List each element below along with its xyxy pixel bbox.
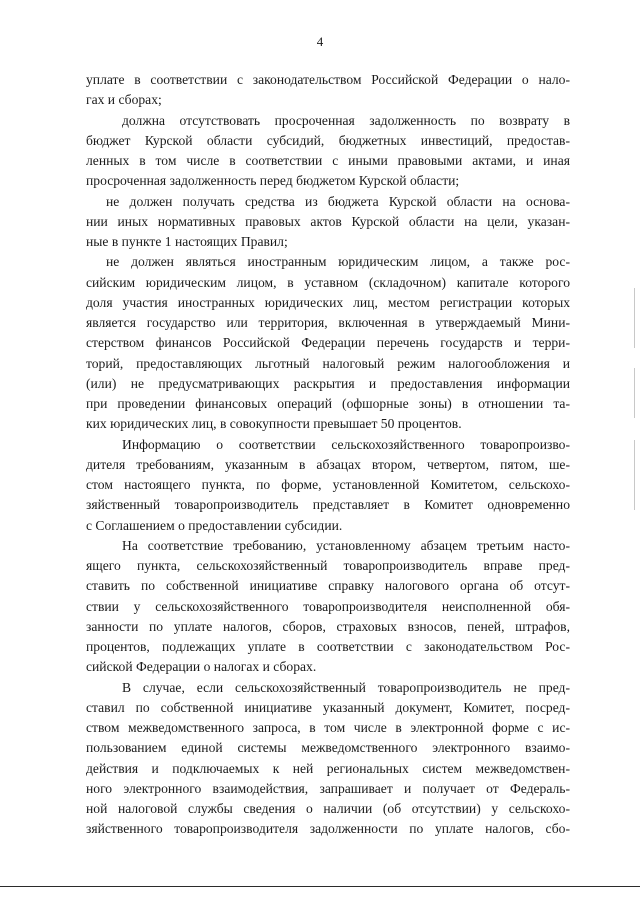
text-line: уплате в соответствии с законодательством Российской Федерации о нало-	[86, 72, 570, 87]
text-line: доля участия иностранных юридических лиц, местом регистрации которых	[86, 294, 570, 310]
text-line: Информацию о соответствии сельскохозяйственного товаропроизво-	[122, 436, 570, 452]
text-line: ством межведомственного запроса, в том числе в электронной форме с ис-	[86, 720, 570, 735]
text-line: ные в пункте 1 настоящих Правил;	[86, 234, 288, 249]
text-line: не должен являться иностранным юридическим лицом, а также рос-	[106, 254, 570, 270]
text-line: процентов, подлежащих уплате в соответствии с законодательством Рос-	[86, 639, 570, 654]
scan-edge-mark	[634, 368, 635, 418]
text-line: пользованием единой системы межведомственного электронного взаимо-	[86, 740, 570, 756]
text-line: ной налоговой службы сведения о наличии (об отсутствии) у сельскохо-	[86, 801, 570, 816]
text-line: ставил по собственной инициативе указанный документ, Комитет, посред-	[86, 699, 570, 715]
text-line: ящего пункта, сельскохозяйственный товаропроизводитель вправе пред-	[86, 558, 570, 573]
paragraph-no-overdue-debt	[86, 111, 570, 192]
text-line: стом настоящего пункта, по форме, установленной Комитетом, сельскохо-	[86, 477, 570, 492]
text-line: стерством финансов Российской Федерации перечень государств и терри-	[86, 335, 570, 351]
text-line: при проведении финансовых операций (офшорные зоны) в отношении та-	[86, 396, 570, 411]
document-body	[86, 70, 570, 840]
text-line: ленных в том числе в соответствии с иными правовыми актами, и иная	[86, 153, 570, 168]
text-line: В случае, если сельскохозяйственный товаропроизводитель не пред-	[122, 679, 570, 695]
text-line: должна отсутствовать просроченная задолженность по возврату в	[122, 112, 570, 128]
text-line: нии иных нормативных правовых актов Курской области на цели, указан-	[86, 213, 570, 229]
paragraph-no-other-funds	[86, 192, 570, 253]
text-line: просроченная задолженность перед бюджетом Курской области;	[86, 173, 460, 189]
page-number: 4	[316, 34, 324, 49]
text-line: дителя требованиям, указанным в абзацах втором, четвертом, пятом, ше-	[86, 456, 570, 472]
scan-edge-mark	[634, 440, 635, 510]
text-line: сийской Федерации о налогах и сборах.	[86, 659, 317, 675]
text-line: занности по уплате налогов, сборов, страховых взносов, пеней, штрафов,	[86, 618, 570, 634]
paragraph-interagency-request	[86, 678, 570, 840]
paragraph-not-foreign-entity	[86, 252, 570, 434]
text-line: На соответствие требованию, установленному абзацем третьим насто-	[122, 537, 570, 553]
scan-edge-mark	[634, 288, 635, 348]
text-line: (или) не предусматривающих раскрытия и предоставления информации	[86, 375, 570, 391]
text-line: является государство или территория, включенная в утверждаемый Мини-	[86, 315, 570, 330]
text-line: ставить по собственной инициативе справку налогового органа об отсут-	[86, 578, 570, 594]
text-line: сийским юридическим лицом, в уставном (складочном) капитале которого	[86, 274, 570, 290]
text-line: торий, предоставляющих льготный налоговый режим налогообложения и	[86, 355, 570, 371]
text-line: ствии у сельскохозяйственного товаропроизводителя неисполненной обя-	[86, 598, 570, 614]
text-line: ного электронного взаимодействия, запрашивает и получает от Федераль-	[86, 780, 570, 796]
text-line: действия и подключаемых к ней региональных систем межведомствен-	[86, 760, 570, 776]
footer-rule	[0, 886, 640, 887]
text-line: гах и сборах;	[86, 92, 162, 108]
text-line: зяйственного товаропроизводителя задолженности по уплате налогов, сбо-	[86, 821, 570, 837]
paragraph-compliance-info	[86, 435, 570, 536]
text-line: с Соглашением о предоставлении субсидии.	[86, 517, 343, 533]
text-line: ких юридических лиц, в совокупности превышает 50 процентов.	[86, 416, 462, 432]
paragraph-continuation	[86, 70, 570, 111]
text-line: зяйственный товаропроизводитель представляет в Комитет одновременно	[86, 497, 570, 513]
paragraph-tax-certificate	[86, 536, 570, 678]
text-line: не должен получать средства из бюджета Курской области на основа-	[106, 193, 570, 209]
text-line: бюджет Курской области субсидий, бюджетных инвестиций, предостав-	[86, 132, 570, 148]
